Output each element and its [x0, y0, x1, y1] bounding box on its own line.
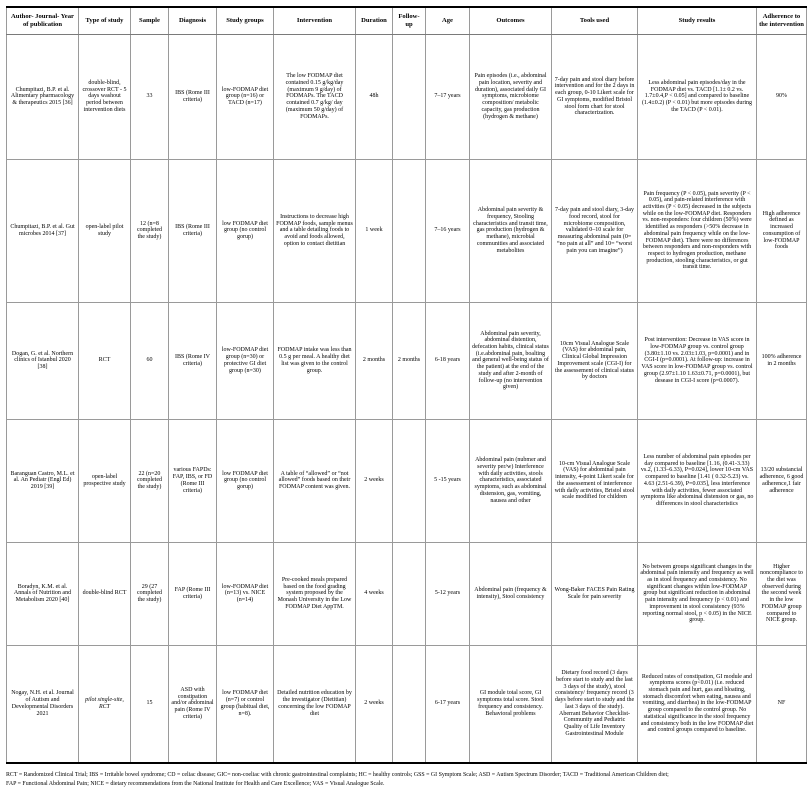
cell-intervention: Pre-cooked meals prepared based on the food grading system proposed by the Monash University in the Low FODMAP Diet AppTM.: [274, 542, 356, 645]
cell-type-of-study: pilot single-site, RCT: [79, 645, 131, 763]
cell-follow-up: [393, 419, 426, 542]
cell-follow-up: 2 months: [393, 302, 426, 419]
cell-sample: 15: [131, 645, 169, 763]
cell-duration: 48h: [356, 34, 393, 159]
col-header-tools-used: Tools used: [552, 7, 638, 34]
cell-diagnosis: various FAPDs: FAP, IBS, or FD (Rome III criteria): [169, 419, 217, 542]
col-header-study-results: Study results: [638, 7, 757, 34]
cell-adherence: 100% adherence in 2 months: [757, 302, 807, 419]
table-header: [7, 7, 807, 34]
col-header-study-groups: Study groups: [217, 7, 274, 34]
cell-tools-used: 7-day pain and stool diary, 3-day food record, stool for microbiome composition, validated 0–10 scale for measuring abdominal pain (0= “no pain at all” and 10= “worst pain you can imagine”): [552, 159, 638, 302]
cell-tools-used: 10cm Visual Analogue Scale (VAS) for abdominal pain, Clinical Global Impression Improvement scale (CGI-I) for the assessement of clinical status by doctors: [552, 302, 638, 419]
cell-study-results: Reduced rates of constipation, GI module and symptoms scores (p<0.01) (i.e. reduced stomach pain and hurt, gas and bloating, stomach discomfort when eating, nausea and vomiting, and diarrhea) in the low-FODMAP group compared to the control group. No statistical significance in the stool frequency and consistency both in the low FODMAP diet and control groups compared to baseline.: [638, 645, 757, 763]
col-header-age: Age: [426, 7, 470, 34]
cell-outcomes: Abdominal pain (nubmer and severity per/w) Interference with daily activities, stools characteristics, associated symptoms, such as abdominal distension, gas, vomiting, nausea and other: [470, 419, 552, 542]
cell-outcomes: Abdominal pain severity, abdominal distention, defecation habits, clinical status (i.e.abdominal pain, boalting and general well-being status of the patient) at the end of the study and after 2-month of follow-up (no intervention given): [470, 302, 552, 419]
cell-sample: 22 (n=20 completed the study): [131, 419, 169, 542]
cell-age: 5-12 years: [426, 542, 470, 645]
table-row: [7, 159, 807, 302]
cell-intervention: A table of “allowed” or “not allowed” foods based on their FODMAP content was given.: [274, 419, 356, 542]
cell-sample: 29 (27 completed the study): [131, 542, 169, 645]
cell-adherence: NF: [757, 645, 807, 763]
cell-diagnosis: ASD with constipation and/or abdominal pain (Rome IV criteria): [169, 645, 217, 763]
cell-study-groups: low-FODMAP diet (n=13) vs. NICE (n=14): [217, 542, 274, 645]
cell-age: 5 -15 years: [426, 419, 470, 542]
col-header-author: Author- Journal- Year of publication: [7, 7, 79, 34]
cell-author: Dogan, G. et al. Northern clinics of Istanbul 2020 [38]: [7, 302, 79, 419]
cell-author: Chumpitazi, B.P. et al. Gut microbes 2014 [37]: [7, 159, 79, 302]
cell-adherence: Higher noncompliance to the diet was observed during the second week in the low FODMAP group compared to NICE group.: [757, 542, 807, 645]
cell-tools-used: 10-cm Visual Analogue Scale (VAS) for abdominal pain intensity, 4-point Likert scale for the assessement of interference with daily activities, Bristol stool scale modified for children: [552, 419, 638, 542]
header-row: [7, 7, 807, 34]
cell-age: 7–16 years: [426, 159, 470, 302]
cell-study-results: Less abdominal pain episodes/day in the FODMAP diet vs. TACD [1.1± 0.2 vs. 1.7±0.4,P < 0.05] and compared to baseline (1.4±0.2) (P < 0.01) but more episodes during the TACD (P < 0.01).: [638, 34, 757, 159]
col-header-outcomes: Outcomes: [470, 7, 552, 34]
table-body: [7, 34, 807, 763]
cell-type-of-study: RCT: [79, 302, 131, 419]
cell-intervention: Detailed nutrition education by the investigator (Dietitian) concerning the low FODMAP diet: [274, 645, 356, 763]
cell-duration: 4 weeks: [356, 542, 393, 645]
cell-age: 6-18 years: [426, 302, 470, 419]
table-row: [7, 645, 807, 763]
cell-study-results: Post intervention: Decrease in VAS score in low-FODMAP group vs. control group (3.80±1.10 vs. 2.03±1.03, p=0.0001) and in CGI-I (p=0.0001). At follow-up: increase in VAS score in low-FODMAP group vs. control group (2.97±1.10 1.63±0.71, p=0.0001), but desease in CGI-I score (p=0.0007).: [638, 302, 757, 419]
cell-follow-up: [393, 34, 426, 159]
cell-outcomes: Abdominal pain severity & frequency, Stooling characteristics and transit time, gas production (hydrogen & methane), microbial communities and associated metabolites: [470, 159, 552, 302]
col-header-diagnosis: Diagnosis: [169, 7, 217, 34]
cell-tools-used: Dietary food record (3 days before start to study and the last 3 days of the study), stool consistency/ frequency record (3 days before start to study and the last 3 days of the study). Aberrant Behavior Checklist-Community and Pediatric Quality of Life Inventory Gastrointestinal Module: [552, 645, 638, 763]
cell-follow-up: [393, 645, 426, 763]
cell-follow-up: [393, 159, 426, 302]
col-header-adherence: Adherence to the intervention: [757, 7, 807, 34]
cell-author: Baranguan Castro, M.L. et al. An Pediatr (Engl Ed) 2019 [39]: [7, 419, 79, 542]
cell-type-of-study: double-blind, crossover RCT - 5 days washout period between intervention diets: [79, 34, 131, 159]
cell-study-groups: low-FODMAP diet group (n=16) or TACD (n=17): [217, 34, 274, 159]
cell-duration: 2 months: [356, 302, 393, 419]
cell-intervention: The low FODMAP diet contained 0.15 g/kg/day (maximum 9 g/day) of FODMAPs. The TACD contained 0.7 g/kg/ day (maximum 50 g/day) of FODMAPs.: [274, 34, 356, 159]
table-row: [7, 542, 807, 645]
cell-outcomes: Pain episodes (i.e., abdominal pain location, severity and duration), associated daily GI symptoms, microbiome composition/ metabolic capacity, gas production (hydrogen & methane): [470, 34, 552, 159]
cell-study-groups: low FODMAP diet group (no control gorup): [217, 419, 274, 542]
cell-duration: 2 weeks: [356, 419, 393, 542]
cell-type-of-study: double-blind RCT: [79, 542, 131, 645]
cell-age: 7–17 years: [426, 34, 470, 159]
table-row: [7, 34, 807, 159]
cell-adherence: High adherence defined as increased consumption of low-FODMAP foods: [757, 159, 807, 302]
cell-sample: 33: [131, 34, 169, 159]
cell-diagnosis: IBS (Rome III criteria): [169, 159, 217, 302]
cell-author: Chumpitazi, B.P. et al. Alimentary pharmacology & therapeutics 2015 [36]: [7, 34, 79, 159]
cell-diagnosis: IBS (Rome IV criteria): [169, 302, 217, 419]
table-row: [7, 302, 807, 419]
cell-diagnosis: IBS (Rome III criteria): [169, 34, 217, 159]
table-footnote: [6, 771, 751, 789]
cell-study-results: Pain frequency (P < 0.05), pain severity (P < 0.05), and pain-related interference with activities (P < 0.05) decreased in the subjects while on the low-FODMAP diet. Responders vs. non-responders: four children (50%) were identified as responders (>50% decrease in abdominal pain frequency while on the low-FODMAP diet). There were no differences between responders and non-responders with respect to hydrogen production, methane production, stooling characteristics, or gut transit time.: [638, 159, 757, 302]
cell-sample: 12 (n=8 completed the study): [131, 159, 169, 302]
cell-follow-up: [393, 542, 426, 645]
col-header-follow-up: Follow-up: [393, 7, 426, 34]
cell-diagnosis: FAP (Rome III criteria): [169, 542, 217, 645]
col-header-duration: Duration: [356, 7, 393, 34]
cell-type-of-study: open-label pilot study: [79, 159, 131, 302]
studies-table: [6, 6, 807, 764]
footnote-line-1: RCT = Randomized Clinical Trial; IBS = Irritable bowel syndrome; CD = celiac disease; GIC= non-coeliac with chronic gastrointestinal complaints; HC = healthy controls; GSS = GI Symptom Scale; ASD = Autism Spectrum Disorder; TACD = Traditional American Children diet;: [6, 771, 669, 778]
cell-age: 6-17 years: [426, 645, 470, 763]
cell-study-results: No between groups significant changes in the abdominal pain intensity and frequency as well as in stool frequency and consistency. No significant changes within low-FODMAP group but significant reduction in abdominal pain intensity and frequency (p < 0.01) and improvement in stool consistency (93% reporting normal stool, p < 0.05) in the NICE group.: [638, 542, 757, 645]
cell-outcomes: Abdominal pain (frequency & intensity), Stool consistency: [470, 542, 552, 645]
col-header-intervention: Intervention: [274, 7, 356, 34]
cell-intervention: Instructions to decrease high FODMAP foods, sample menus and a table detailing foods to avoid and foods allowed, option to contact dietitian: [274, 159, 356, 302]
cell-duration: 1 week: [356, 159, 393, 302]
cell-adherence: 13/20 substancial adherence, 6 good adherence,1 fair adherence: [757, 419, 807, 542]
cell-intervention: FODMAP intake was less than 0.5 g per meal. A healthy diet list was given to the control group.: [274, 302, 356, 419]
cell-author: Nogay, N.H. et al. Journal of Autism and Developmental Disorders 2021: [7, 645, 79, 763]
col-header-type-of-study: Type of study: [79, 7, 131, 34]
cell-tools-used: Wong-Baker FACES Pain Rating Scale for pain severity: [552, 542, 638, 645]
cell-outcomes: GI module total score, GI symptoms total score. Stool frequency and consistency. Behavioral problems: [470, 645, 552, 763]
table-row: [7, 419, 807, 542]
cell-duration: 2 weeks: [356, 645, 393, 763]
cell-study-groups: low-FODMAP diet group (n=30) or protective GI diet group (n=30): [217, 302, 274, 419]
cell-tools-used: 7-day pain and stool diary before intervention and for the 2 days in each group, 0-10 Likert scale for GI symptoms, modified Bristol stool form chart for stool characterization.: [552, 34, 638, 159]
cell-sample: 60: [131, 302, 169, 419]
cell-study-results: Less number of abdominal pain episodes per day compared to baseline [1.16, (0.41-3.33) vs.2, (1.33–6.33), P=0.024], lower 10-cm VAS compared to baseline [1.41 ( 0.32-5.23) vs. 4.63 (2.51-6.39), P=0.035], less interference with daily activities, fewer associated symptoms like abdominal distension or gas, no differences in stool characteristics: [638, 419, 757, 542]
cell-study-groups: low FODMAP diet (n=7) or control group (habitual diet, n=8).: [217, 645, 274, 763]
cell-adherence: 90%: [757, 34, 807, 159]
cell-author: Boradyn, K.M. et al. Annals of Nutrition and Metabolism 2020 [40]: [7, 542, 79, 645]
cell-type-of-study: open-label prospective study: [79, 419, 131, 542]
cell-study-groups: low FODMAP diet group (no control gorup): [217, 159, 274, 302]
footnote-line-2: FAP = Functional Abdominal Pain; NICE = dietary recommendations from the National Institute for Health and Care Excellence; VAS = Visual Analogue Scale.: [6, 780, 385, 787]
col-header-sample: Sample: [131, 7, 169, 34]
